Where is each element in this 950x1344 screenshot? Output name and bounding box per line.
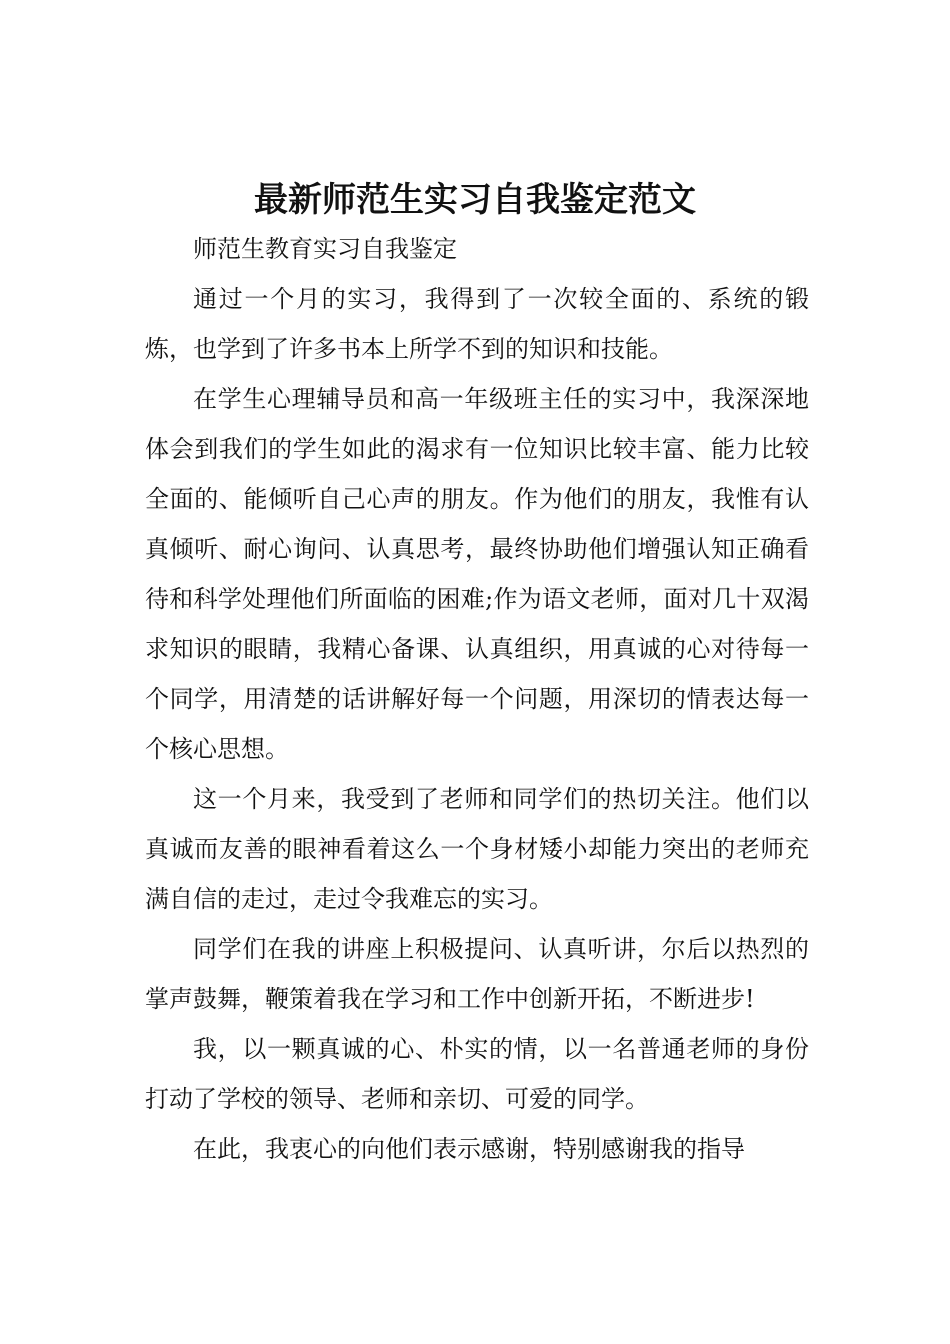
document-title: 最新师范生实习自我鉴定范文 <box>254 180 696 220</box>
paragraph: 通过一个月的实习，我得到了一次较全面的、系统的锻炼，也学到了许多书本上所学不到的知识和技能。 <box>145 285 809 363</box>
document-body <box>145 224 809 1174</box>
paragraph: 在学生心理辅导员和高一年级班主任的实习中，我深深地体会到我们的学生如此的渴求有一位知识比较丰富、能力比较全面的、能倾听自己心声的朋友。作为他们的朋友，我惟有认真倾听、耐心询问、认真思考，最终协助他们增强认知正确看待和科学处理他们所面临的困难;作为语文老师，面对几十双渴求知识的眼睛，我精心备课、认真组织，用真诚的心对待每一个同学，用清楚的话讲解好每一个问题，用深切的情表达每一个核心思想。 <box>145 385 809 763</box>
paragraph: 同学们在我的讲座上积极提问、认真听讲，尔后以热烈的掌声鼓舞，鞭策着我在学习和工作中创新开拓，不断进步! <box>145 935 809 1013</box>
paragraph: 我，以一颗真诚的心、朴实的情，以一名普通老师的身份打动了学校的领导、老师和亲切、可爱的同学。 <box>145 1035 809 1113</box>
document-subtitle: 师范生教育实习自我鉴定 <box>193 235 457 263</box>
paragraph: 这一个月来，我受到了老师和同学们的热切关注。他们以真诚而友善的眼神看着这么一个身材矮小却能力突出的老师充满自信的走过，走过令我难忘的实习。 <box>145 785 809 913</box>
paragraph: 在此，我衷心的向他们表示感谢，特别感谢我的指导 <box>193 1135 745 1163</box>
